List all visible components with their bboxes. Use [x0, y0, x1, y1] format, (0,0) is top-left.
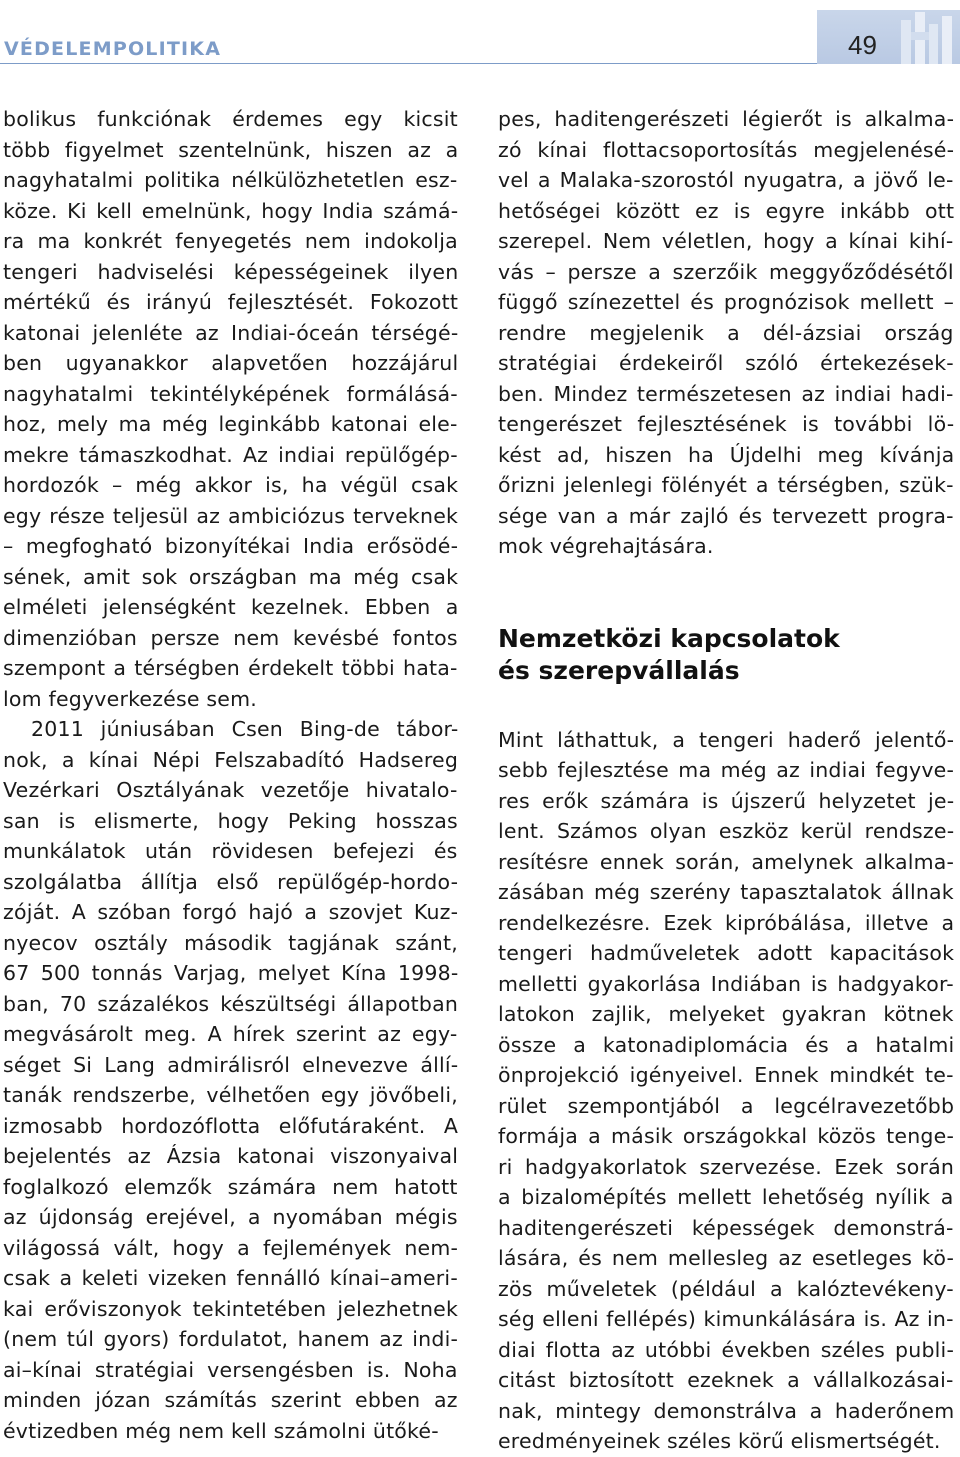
text-line: Mint láthattuk, a tengeri haderő jelentő-: [498, 727, 955, 752]
text-line: mok végrehajtására.: [498, 534, 714, 558]
text-line: össze a katonadiplomácia és a hatalmi: [498, 1032, 955, 1057]
text-line: vel a Malaka-szorostól nyugatra, a jövő le-: [498, 168, 954, 192]
text-line: formája a másik országokkal közös tenge-: [498, 1124, 955, 1148]
text-line: ban, 70 százalékos készültségi állapotban: [3, 991, 459, 1016]
text-line: zó kínai flottacsoportosítás megjelenésé-: [498, 137, 955, 162]
text-line: egy része teljesül az ambiciózus terveknek: [3, 503, 459, 528]
text-line: san is elismerte, hogy Peking hosszas: [3, 808, 458, 833]
section-heading: [498, 623, 954, 687]
text-line: ben. Mindez természetesen az indiai hadi-: [498, 381, 954, 406]
text-line: haditengerészeti képességek demonstrá-: [498, 1215, 954, 1240]
page-number-box: [817, 10, 960, 64]
text-line: mekre támaszkodhat. Az indiai repülőgép-: [3, 442, 458, 467]
text-line: nagyhatalmi politika nélkülözhetetlen esz-: [3, 168, 458, 192]
text-line: mértékű és irányú fejlesztését. Fokozott: [3, 290, 459, 314]
text-line: nak, mintegy demonstrálva a haderőnem: [498, 1398, 955, 1423]
text-line: 67 500 tonnás Varjag, melyet Kína 1998-: [3, 961, 459, 985]
text-line: diai flotta az utóbbi években széles publi-: [498, 1337, 955, 1362]
text-line: szempont a térségben érdekelt többi hata-: [3, 656, 458, 680]
text-line: foglalkozó elemzők számára nem hatott: [3, 1174, 458, 1199]
text-line: 2011 júniusában Csen Bing-de tábor-: [31, 717, 459, 741]
text-line: lent. Számos olyan eszköz kerül rendsze-: [498, 819, 955, 843]
text-line: csak a keleti vizeken fennálló kínai–ameri-: [3, 1266, 458, 1290]
text-line: lására, és nem mellesleg az esetleges kö-: [498, 1246, 955, 1270]
text-line: rendelkezésre. Ezek kipróbálása, illetve a: [498, 910, 955, 935]
text-line: őrizni jelenlegi fölényét a térségben, szük-: [498, 473, 954, 497]
text-line: ri hadgyakorlatok szervezése. Ezek során: [498, 1154, 955, 1179]
text-line: minden józan számítás szerint ebben az: [3, 1388, 458, 1412]
text-line: nyecov osztály második tagjának szánt,: [3, 930, 458, 955]
text-line: Vezérkari Osztályának vezetője hivatalo-: [3, 778, 458, 802]
text-line: zóját. A szóban forgó hajó a szovjet Kuz-: [3, 900, 459, 924]
text-line: hoz, mely ma még leginkább katonai ele-: [3, 412, 458, 436]
text-line: ai–kínai stratégiai versengésben is. Noha: [3, 1357, 458, 1382]
text-line: megvásárolt meg. A hírek szerint az egy-: [3, 1022, 458, 1046]
section-title: VÉDELEMPOLITIKA: [4, 38, 222, 60]
text-line: elméleti jelenségként kezelnek. Ebben a: [3, 595, 459, 619]
page-number: 49: [848, 30, 877, 60]
paragraph-right-1: [498, 104, 954, 562]
text-line: hordozók – még akkor is, ha végül csak: [3, 473, 459, 497]
heading-line: Nemzetközi kapcsolatok: [498, 623, 840, 653]
paragraph-right-2: [498, 725, 954, 1457]
text-line: res erők számára is újszerű helyzetet je-: [498, 788, 955, 813]
text-line: – megfogható bizonyítékai India erősödé-: [3, 534, 459, 558]
text-line: pes, haditengerészeti légierőt is alkalma-: [498, 107, 955, 131]
text-line: ra ma konkrét fenyegetés nem indokolja: [3, 229, 458, 253]
journal-logo-icon: [897, 10, 960, 64]
text-line: citást biztosított ezeknek a vállalkozásai-: [498, 1368, 954, 1392]
text-line: ség elleni fellépés) kimunkálására is. Az in-: [498, 1307, 954, 1331]
text-line: zös műveletek (például a kalóztevékeny-: [498, 1276, 954, 1301]
text-line: kai erőviszonyok tekintetében jelezhetnek: [3, 1296, 459, 1321]
text-line: rület szempontjából a legcélravezetőbb: [498, 1093, 955, 1118]
text-line: tanák rendszerbe, vélhetően egy jövőbeli,: [3, 1083, 458, 1107]
text-line: kést ad, hiszen ha Újdelhi meg kívánja: [498, 442, 955, 467]
text-line: zásában még szerény tapasztalatok állnak: [498, 880, 954, 904]
text-line: szolgálatba állítja első repülőgép-hordo-: [3, 869, 459, 894]
text-line: (nem túl gyors) fordulatot, hanem az indi-: [3, 1327, 459, 1351]
heading-line: és szerepvállalás: [498, 655, 740, 685]
text-line: az újdonság erejével, a nyomában mégis: [3, 1205, 458, 1229]
text-line: ben ugyanakkor alapvetően hozzájárul: [3, 351, 459, 375]
header-divider: [0, 63, 960, 64]
text-line: latokon zajlik, melyeket gyakran kötnek: [498, 1002, 954, 1026]
text-line: önprojekció igényeivel. Ennek mindkét te-: [498, 1063, 954, 1087]
text-line: rendre megjelenik a dél-ázsiai ország: [498, 320, 954, 345]
text-line: nagyhatalmi tekintélyképének formálásá-: [3, 381, 458, 406]
text-line: izmosabb hordozóflotta előfutáraként. A: [3, 1113, 459, 1138]
text-line: melletti gyakorlása Indiában is hadgyakor-: [498, 971, 954, 996]
text-line: bolikus funkciónak érdemes egy kicsit: [3, 107, 458, 131]
text-line: köze. Ki kell emelnünk, hogy India számá-: [3, 198, 459, 223]
right-column: [498, 104, 954, 1457]
text-line: dimenzióban persze nem kevésbé fontos: [3, 625, 458, 650]
text-line: sebb fejlesztése ma még az indiai fegyve-: [498, 758, 955, 782]
text-line: tengeri hadműveletek adott kapacitások: [498, 941, 955, 965]
paragraph-left-2: [3, 714, 458, 1446]
text-line: sége van a már zajló és tervezett progra-: [498, 503, 954, 528]
text-line: szerepel. Nem véletlen, hogy a kínai kihí-: [498, 229, 954, 253]
left-column: [3, 104, 458, 1446]
text-line: a bizalomépítés mellett lehetőség nyílik a: [498, 1185, 954, 1209]
text-line: évtizedben még nem kell számolni ütőké-: [3, 1418, 439, 1443]
text-line: hetőségei között ez is egyre inkább ott: [498, 198, 955, 223]
text-line: tengerészet fejlesztésének is további lö-: [498, 412, 955, 436]
text-line: bejelentés az Ázsia katonai viszonyaival: [3, 1144, 459, 1168]
text-line: resítésre ennek során, amelynek alkalma-: [498, 849, 955, 874]
text-line: több figyelmet szentelnünk, hiszen az a: [3, 137, 459, 162]
text-line: nok, a kínai Népi Felszabadító Hadsereg: [3, 747, 459, 772]
text-line: tengeri hadviselési képességeinek ilyen: [3, 259, 459, 284]
text-line: vás – persze a szerzőik meggyőződésétől: [498, 259, 954, 284]
text-line: eredményeinek széles körű elismertségét.: [498, 1429, 941, 1453]
paragraph-left-1: [3, 104, 458, 714]
text-line: stratégiai érdekeiről szóló értekezések-: [498, 351, 954, 375]
text-line: katonai jelenléte az Indiai-óceán térségé-: [3, 320, 459, 345]
text-line: világossá vált, hogy a fejlemények nem-: [3, 1235, 459, 1260]
text-line: sének, amit sok országban ma még csak: [3, 564, 459, 589]
text-line: séget Si Lang admirálisról elnevezve állí-: [3, 1052, 459, 1077]
text-line: lom fegyverkezése sem.: [3, 686, 257, 711]
text-line: függő színezettel és prognózisok mellett –: [498, 290, 955, 314]
text-line: munkálatok után rövidesen befejezi és: [3, 839, 458, 863]
